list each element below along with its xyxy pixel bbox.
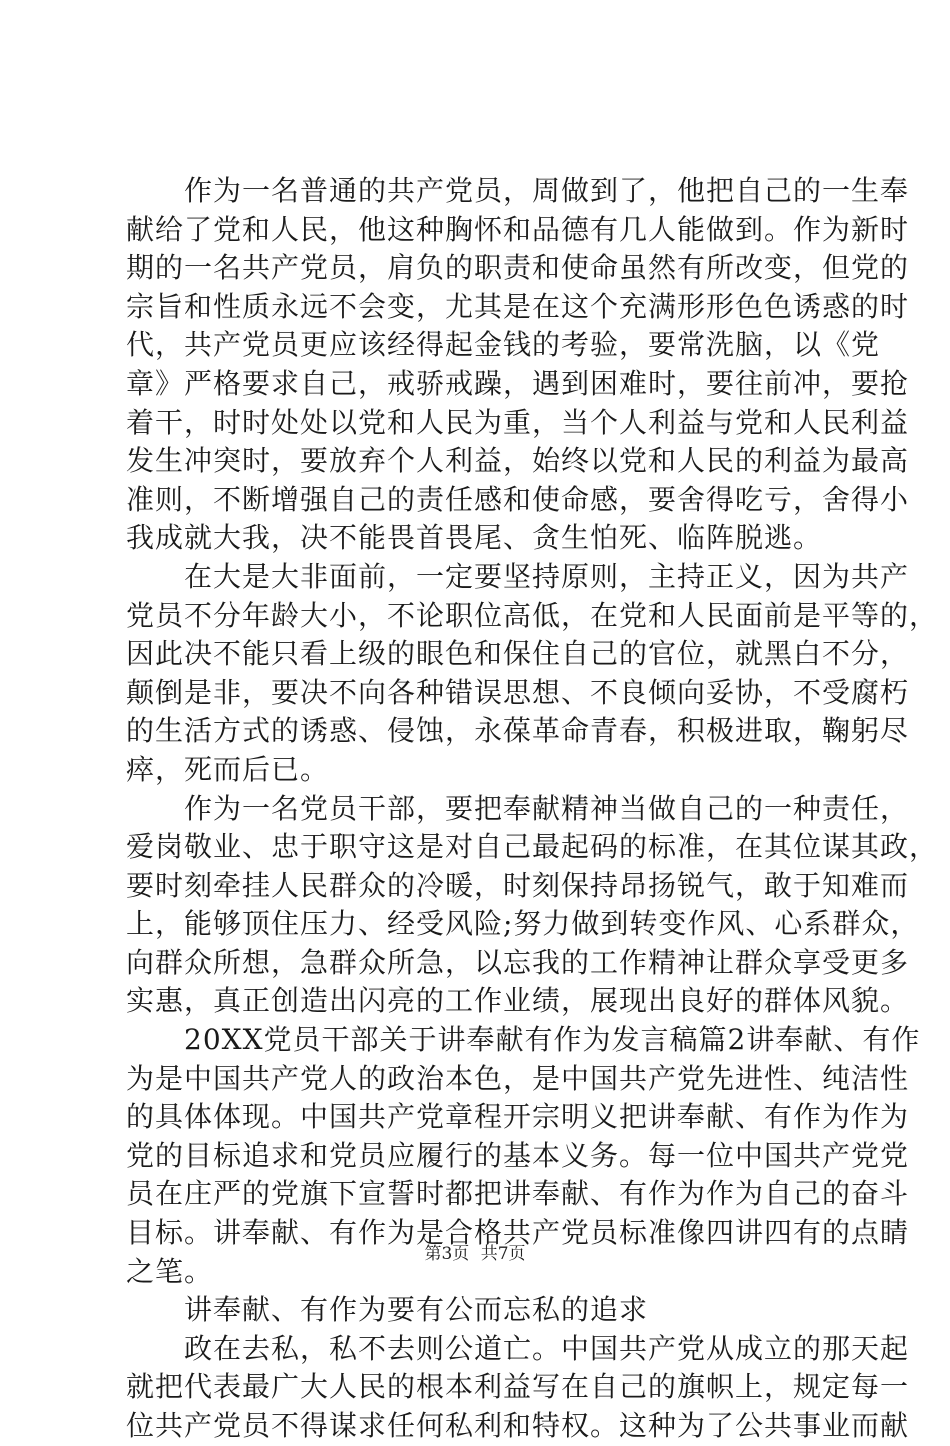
text-line: 就把代表最广大人民的根本利益写在自己的旗帜上，规定每一 [126,1370,910,1404]
text-line: 献给了党和人民，他这种胸怀和品德有几人能做到。作为新时 [126,212,910,246]
text-line: 作为一名党员干部，要把奉献精神当做自己的一种责任， [126,791,910,825]
text-line: 20XX党员干部关于讲奉献有作为发言稿篇2讲奉献、有作 [126,1023,921,1057]
text-line: 的具体体现。中国共产党章程开宗明义把讲奉献、有作为作为 [126,1100,910,1134]
text-line: 要时刻牵挂人民群众的冷暖，时刻保持昂扬锐气，敢于知难而 [126,868,910,902]
text-line: 准则，不断增强自己的责任感和使命感，要舍得吃亏，舍得小 [126,482,910,516]
text-line: 章》严格要求自己，戒骄戒躁，遇到困难时，要往前冲，要抢 [126,366,910,400]
text-line: 目标。讲奉献、有作为是合格共产党员标准像四讲四有的点睛 [126,1216,910,1250]
text-line: 瘁，死而后已。 [126,752,330,786]
text-line: 作为一名普通的共产党员，周做到了，他把自己的一生奉 [126,174,910,207]
text-line: 员在庄严的党旗下宣誓时都把讲奉献、有作为作为自己的奋斗 [126,1177,910,1211]
text-line: 党员不分年龄大小，不论职位高低，在党和人民面前是平等的， [126,598,939,632]
text-line: 爱岗敬业、忠于职守这是对自己最起码的标准，在其位谋其政， [126,830,939,864]
text-line: 位共产党员不得谋求任何私利和特权。这种为了公共事业而献 [126,1409,910,1442]
text-line: 向群众所想，急群众所急，以忘我的工作精神让群众享受更多 [126,945,910,979]
text-line: 上，能够顶住压力、经受风险;努力做到转变作风、心系群众， [126,907,920,941]
text-line: 为是中国共产党人的政治本色，是中国共产党先进性、纯洁性 [126,1061,910,1095]
text-line: 之笔。 [126,1254,214,1288]
text-line: 党的目标追求和党员应履行的基本义务。每一位中国共产党党 [126,1138,910,1172]
text-line: 政在去私，私不去则公道亡。中国共产党从成立的那天起 [126,1331,910,1365]
text-line: 讲奉献、有作为要有公而忘私的追求 [126,1293,649,1327]
text-line: 期的一名共产党员，肩负的职责和使命虽然有所改变，但党的 [126,251,910,285]
text-line: 着干，时时处处以党和人民为重，当个人利益与党和人民利益 [126,405,910,439]
text-line: 发生冲突时，要放弃个人利益，始终以党和人民的利益为最高 [126,444,910,478]
text-line: 实惠，真正创造出闪亮的工作业绩，展现出良好的群体风貌。 [126,984,910,1018]
text-line: 代，共产党员更应该经得起金钱的考验，要常洗脑，以《党 [126,328,881,362]
text-line: 我成就大我，决不能畏首畏尾、贪生怕死、临阵脱逃。 [126,521,823,555]
text-line: 宗旨和性质永远不会变，尤其是在这个充满形形色色诱惑的时 [126,289,910,323]
text-line: 颠倒是非，要决不向各种错误思想、不良倾向妥协，不受腐朽 [126,675,910,709]
text-line: 因此决不能只看上级的眼色和保住自己的官位，就黑白不分， [126,637,910,671]
text-line: 的生活方式的诱惑、侵蚀，永葆革命青春，积极进取，鞠躬尽 [126,714,910,748]
text-line: 在大是大非面前，一定要坚持原则，主持正义，因为共产 [126,559,910,593]
page-footer: 第3页 共7页 [424,1244,526,1264]
